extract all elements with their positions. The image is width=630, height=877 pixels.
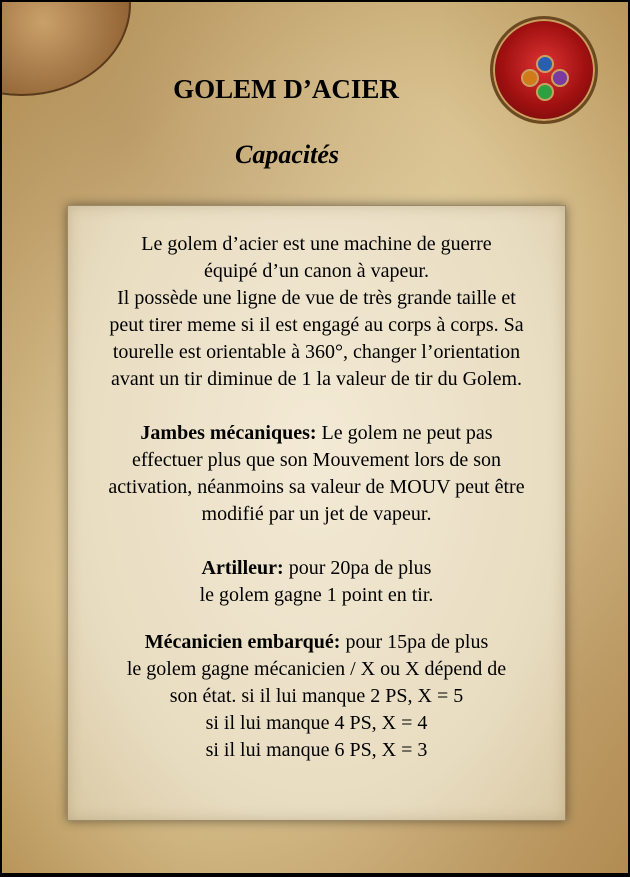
intro-line: Il possède une ligne de vue de très grande taille et xyxy=(117,287,516,309)
ability-line: modifié par un jet de vapeur. xyxy=(201,503,432,525)
ability-text: pour 20pa de plus xyxy=(283,557,432,579)
abilities-panel xyxy=(67,205,566,821)
ability-mecanicien xyxy=(68,629,565,656)
card-title: GOLEM D’ACIER xyxy=(173,74,399,104)
ability-text: pour 15pa de plus xyxy=(340,631,489,653)
card-subtitle: Capacités xyxy=(235,140,339,169)
intro-line: avant un tir diminue de 1 la valeur de tir du Golem. xyxy=(111,368,522,390)
ability-line: le golem gagne 1 point en tir. xyxy=(199,584,434,606)
ability-label: Artilleur: xyxy=(201,557,284,579)
ability-label: Jambes mécaniques: xyxy=(140,422,317,444)
ability-card xyxy=(2,2,628,873)
ability-text: Le golem ne peut pas xyxy=(316,422,493,444)
intro-line: équipé d’un canon à vapeur. xyxy=(204,260,429,282)
intro-line: tourelle est orientable à 360°, changer l’orientation xyxy=(112,341,521,363)
ability-label: Mécanicien embarqué: xyxy=(144,631,341,653)
ability-line: effectuer plus que son Mouvement lors de son xyxy=(132,449,501,471)
intro-line: peut tirer meme si il est engagé au corps à corps. Sa xyxy=(109,314,524,336)
ability-line: le golem gagne mécanicien / X ou X dépend de xyxy=(126,658,507,680)
ability-line: si il lui manque 4 PS, X = 4 xyxy=(205,712,428,734)
ability-line: si il lui manque 6 PS, X = 3 xyxy=(205,739,428,761)
intro-line: Le golem d’acier est une machine de guerre xyxy=(141,233,492,255)
ability-line: activation, néanmoins sa valeur de MOUV peut être xyxy=(108,476,525,498)
ability-line: son état. si il lui manque 2 PS, X = 5 xyxy=(169,685,464,707)
ability-artilleur xyxy=(68,555,565,582)
robot-head-icon xyxy=(490,16,598,124)
ability-jambes xyxy=(68,420,565,447)
